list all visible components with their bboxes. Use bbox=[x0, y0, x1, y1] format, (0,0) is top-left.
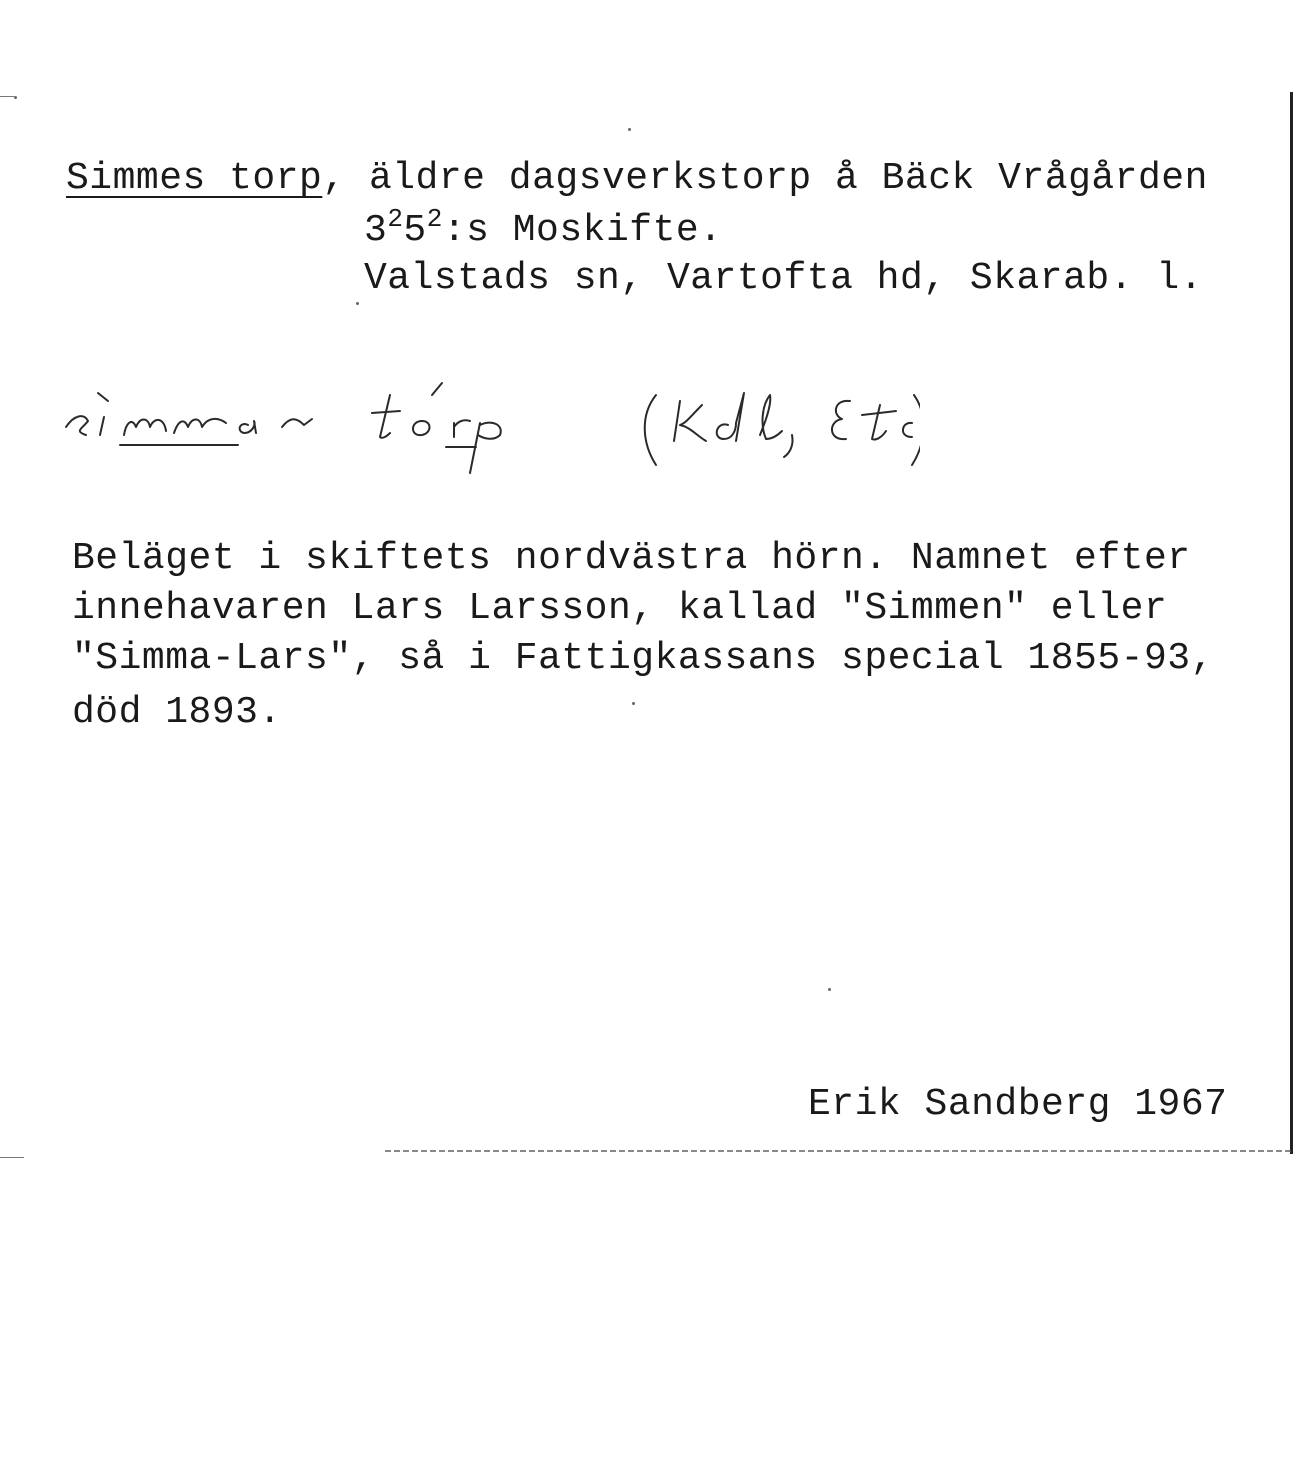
scan-speck bbox=[828, 988, 831, 991]
headword: Simmes torp bbox=[66, 157, 323, 200]
heading-line-3: Valstads sn, Vartofta hd, Skarab. l. bbox=[364, 257, 1203, 300]
body-line-2: innehavaren Lars Larsson, kallad "Simmen" eller bbox=[72, 587, 1168, 630]
heading-line-1 bbox=[66, 157, 1208, 200]
body-line-4: död 1893. bbox=[72, 691, 282, 734]
parcel-superscript: 2 bbox=[426, 204, 443, 234]
body-line-3: "Simma-Lars", så i Fattigkassans special 1855-93, bbox=[72, 637, 1214, 680]
handwritten-note bbox=[60, 365, 920, 475]
parcel-description: :s Moskifte. bbox=[442, 209, 723, 252]
card-edge-mark bbox=[0, 1157, 24, 1158]
body-line-1: Beläget i skiftets nordvästra hörn. Namnet efter bbox=[72, 537, 1191, 580]
signature: Erik Sandberg 1967 bbox=[808, 1083, 1228, 1126]
card-edge-mark bbox=[0, 96, 14, 97]
card-bottom-edge bbox=[385, 1150, 1293, 1152]
scan-speck bbox=[628, 128, 631, 131]
scan-speck bbox=[632, 702, 635, 705]
scan-speck bbox=[356, 302, 359, 305]
heading-line-2 bbox=[364, 204, 723, 252]
parcel-number-part: 5 bbox=[403, 209, 427, 252]
heading-description: , äldre dagsverkstorp å Bäck Vrågården bbox=[322, 157, 1208, 200]
parcel-number-part: 3 bbox=[364, 209, 388, 252]
parcel-superscript: 2 bbox=[387, 204, 404, 234]
card-right-edge bbox=[1290, 92, 1293, 1154]
scan-speck bbox=[14, 96, 17, 99]
